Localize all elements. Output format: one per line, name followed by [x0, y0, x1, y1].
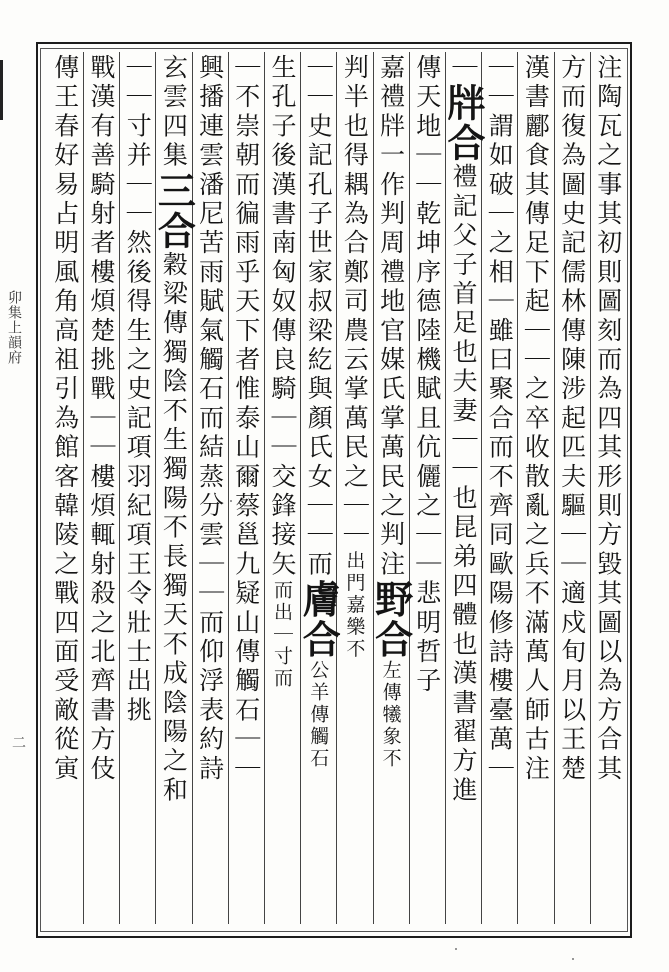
text-column: [368, 54, 414, 924]
text-column: [336, 54, 372, 924]
paper-speck: [455, 948, 457, 950]
text-column: [228, 54, 264, 924]
column-text: ｜｜謂如破｜之相｜雖曰聚合而不齊同歐陽修詩樓臺萬｜: [485, 54, 515, 784]
column-text: 注陶瓦之事其初則圖刻而為四其形則方毀其圖以為方合其: [593, 54, 623, 784]
column-text: 穀梁傳獨陰不生獨陽不長獨天不成陰陽之和: [159, 250, 189, 806]
text-column: [264, 54, 300, 924]
column-rule: [264, 52, 265, 924]
annotation-text: 而出｜寸而: [271, 579, 293, 690]
column-rule: [517, 52, 518, 924]
entry-heading: 野合: [368, 579, 414, 660]
text-column: [441, 54, 486, 924]
text-column: [409, 54, 445, 924]
column-text: ｜不崇朝而徧雨乎天下者惟泰山爾蔡邕九疑山傳觸石｜｜: [231, 54, 261, 784]
text-column: [554, 54, 590, 924]
column-text: 戰漢有善騎射者樓煩楚挑戰｜｜樓煩輒射殺之北齊書方伎: [87, 54, 116, 784]
text-column: [481, 54, 517, 924]
column-text: 方而復為圖史記儒林傳陳涉起匹夫驅｜｜適戍旬月以王楚: [557, 54, 587, 784]
text-column: [517, 54, 553, 924]
column-rule: [228, 52, 229, 924]
column-rule: [481, 52, 482, 924]
margin-section-title: 卯集上韻府: [6, 290, 22, 365]
text-column: [83, 54, 119, 924]
paper-speck: [572, 958, 574, 960]
column-text: 玄雲四集: [159, 54, 189, 171]
column-text: 禮記父子首足也夫妻｜｜也昆弟四體也漢書翟方進: [449, 163, 478, 806]
annotation-text: 出門嘉樂不: [343, 550, 366, 661]
column-text: ｜｜史記孔子世家叔梁紇與顏氏女｜｜而: [304, 54, 334, 580]
text-column: [47, 54, 83, 924]
text-column: [151, 54, 197, 924]
column-text: 傳王春好易占明風角高祖引為館客韓陵之戰四面受敵從寅: [50, 54, 80, 784]
column-rule: [300, 52, 301, 924]
column-rule: [155, 52, 156, 924]
text-column: [590, 54, 626, 924]
column-rule: [373, 52, 374, 924]
column-text: 興播連雲潘尼苦雨賦氣觸石而結蒸分雲｜｜而仰浮表約詩: [195, 54, 225, 784]
column-text: ｜｜寸并｜｜然後得生之史記項羽紀項王令壯士出挑: [123, 54, 153, 726]
column-rule: [83, 52, 84, 924]
column-text: ｜: [449, 54, 478, 84]
text-column: [119, 54, 155, 924]
column-text: 生孔子後漢書南匈奴傳良騎｜｜交鋒接矢: [268, 54, 297, 580]
paper-speck: [230, 500, 232, 502]
column-rule: [409, 52, 410, 924]
entry-heading: 牉合: [441, 83, 486, 164]
column-text: 傳天地｜｜乾坤序德陸機賦且伉儷之｜｜悲明哲子: [412, 54, 442, 697]
text-column: [192, 54, 228, 924]
entry-heading: 膚合: [296, 579, 342, 660]
text-column: [296, 54, 342, 924]
column-rule: [336, 52, 337, 924]
margin-mark: [0, 60, 15, 120]
column-rule: [445, 52, 446, 924]
column-text: 漢書酈食其傳足下起｜｜之卒收散亂之兵不滿萬人師古注: [521, 54, 551, 784]
column-rule: [554, 52, 555, 924]
entry-heading: 三合: [151, 170, 197, 251]
annotation-text: 公羊傳觸石: [307, 659, 330, 770]
page-number: 二: [10, 735, 26, 749]
column-text: 判半也得耦為合鄭司農云掌萬民之｜｜: [340, 54, 370, 551]
column-text: 嘉禮牉一作判周禮地官媒氏掌萬民之判注: [376, 54, 406, 580]
column-rule: [119, 52, 120, 924]
annotation-text: 左傳犧象不: [379, 659, 402, 770]
column-rule: [590, 52, 591, 924]
